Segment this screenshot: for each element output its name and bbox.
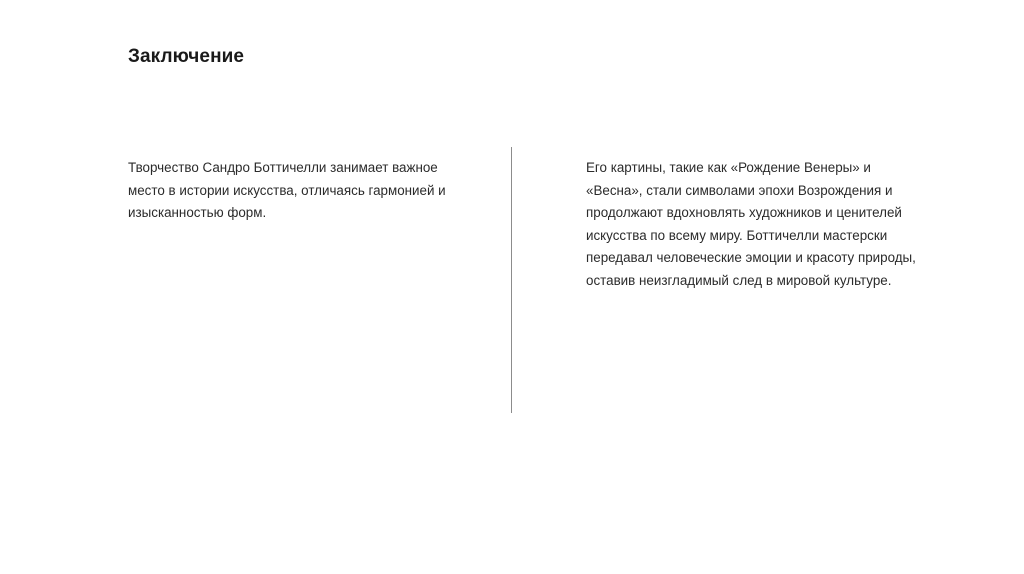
left-column-text: Творчество Сандро Боттичелли занимает важное место в истории искусства, отличаясь гармонией и изысканностью форм. [128, 160, 446, 221]
column-divider [511, 147, 512, 413]
right-column-text: Его картины, такие как «Рождение Венеры» и «Весна», стали символами эпохи Возрождения и продолжают вдохновлять художников и ценителей искусства по всему миру. Боттичелли мастерски передавал человеческие эмоции и красоту природы, оставив неизгладимый след в мировой культуре. [586, 160, 916, 288]
slide-title: Заключение [128, 46, 245, 67]
